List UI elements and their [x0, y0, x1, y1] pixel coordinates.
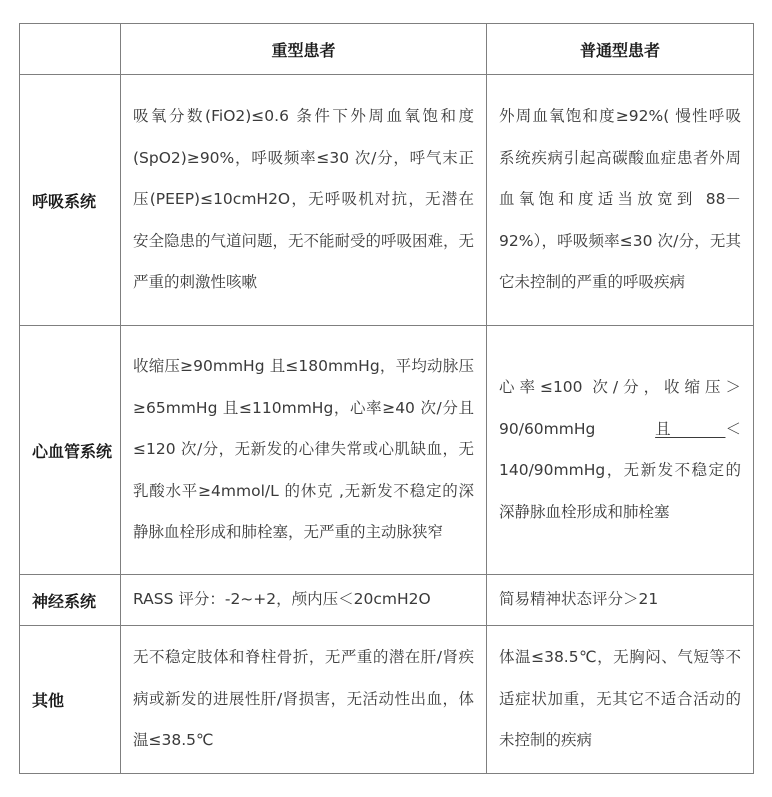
row-label: 其他	[32, 691, 65, 710]
cardio-ordinary-post: ＜140/90mmHg，无新发不稳定的深静脉血栓形成和肺栓塞	[499, 419, 741, 521]
row-label: 神经系统	[32, 591, 97, 611]
cardiovascular-ordinary-cell	[487, 326, 754, 575]
cardio-ordinary-pre: 心率≤100 次/分，收缩压＞90/60mmHg	[499, 378, 741, 438]
row-other	[20, 626, 754, 774]
other-ordinary-text: 体温≤38.5℃，无胸闷、气短等不适症状加重，无其它不适合活动的未控制的疾病	[499, 648, 741, 750]
other-ordinary-cell	[487, 626, 754, 774]
nervous-ordinary-text: 简易精神状态评分＞21	[499, 590, 659, 609]
row-label-cell	[20, 326, 121, 575]
respiratory-ordinary-text: 外周血氧饱和度≥92%( 慢性呼吸系统疾病引起高碳酸血症患者外周血氧饱和度适当放宽到 88－92%），呼吸频率≤30 次/分，无其它未控制的严重的呼吸疾病	[499, 107, 741, 292]
row-respiratory-system	[20, 75, 754, 326]
nervous-ordinary-cell	[487, 575, 754, 626]
header-severe-cell	[121, 24, 487, 75]
header-severe-label: 重型患者	[271, 40, 336, 60]
cardio-ordinary-underlined: 且	[655, 419, 726, 438]
header-row	[20, 24, 754, 75]
header-corner-cell	[20, 24, 121, 75]
respiratory-ordinary-cell	[487, 75, 754, 326]
other-severe-text: 无不稳定肢体和脊柱骨折，无严重的潜在肝/肾疾病或新发的进展性肝/肾损害，无活动性出血，体温≤38.5℃	[133, 648, 474, 750]
cardiovascular-ordinary-text	[499, 367, 741, 533]
other-severe-cell	[121, 626, 487, 774]
row-nervous-system	[20, 575, 754, 626]
row-cardiovascular-system	[20, 326, 754, 575]
row-label-cell	[20, 75, 121, 326]
cardiovascular-severe-cell	[121, 326, 487, 575]
row-label-cell	[20, 575, 121, 626]
respiratory-severe-cell	[121, 75, 487, 326]
row-label: 呼吸系统	[32, 191, 97, 211]
row-label-cell	[20, 626, 121, 774]
row-label: 心血管系统	[32, 441, 113, 461]
criteria-table	[19, 23, 754, 774]
cardiovascular-severe-text: 收缩压≥90mmHg 且≤180mmHg，平均动脉压≥65mmHg 且≤110mmHg，心率≥40 次/分且≤120 次/分，无新发的心律失常或心肌缺血，无乳酸水平≥4mmol/L 的休克 ,无新发不稳定的深静脉血栓形成和肺栓塞，无严重的主动脉狭窄	[133, 357, 474, 542]
nervous-severe-text: RASS 评分：-2~+2，颅内压＜20cmH2O	[133, 590, 431, 609]
header-ordinary-cell	[487, 24, 754, 75]
header-ordinary-label: 普通型患者	[579, 40, 660, 60]
nervous-severe-cell	[121, 575, 487, 626]
respiratory-severe-text: 吸氧分数(FiO2)≤0.6 条件下外周血氧饱和度(SpO2)≥90%，呼吸频率≤30 次/分，呼气末正压(PEEP)≤10cmH2O，无呼吸机对抗，无潜在安全隐患的气道问题，无不能耐受的呼吸困难，无严重的刺激性咳嗽	[133, 107, 475, 292]
